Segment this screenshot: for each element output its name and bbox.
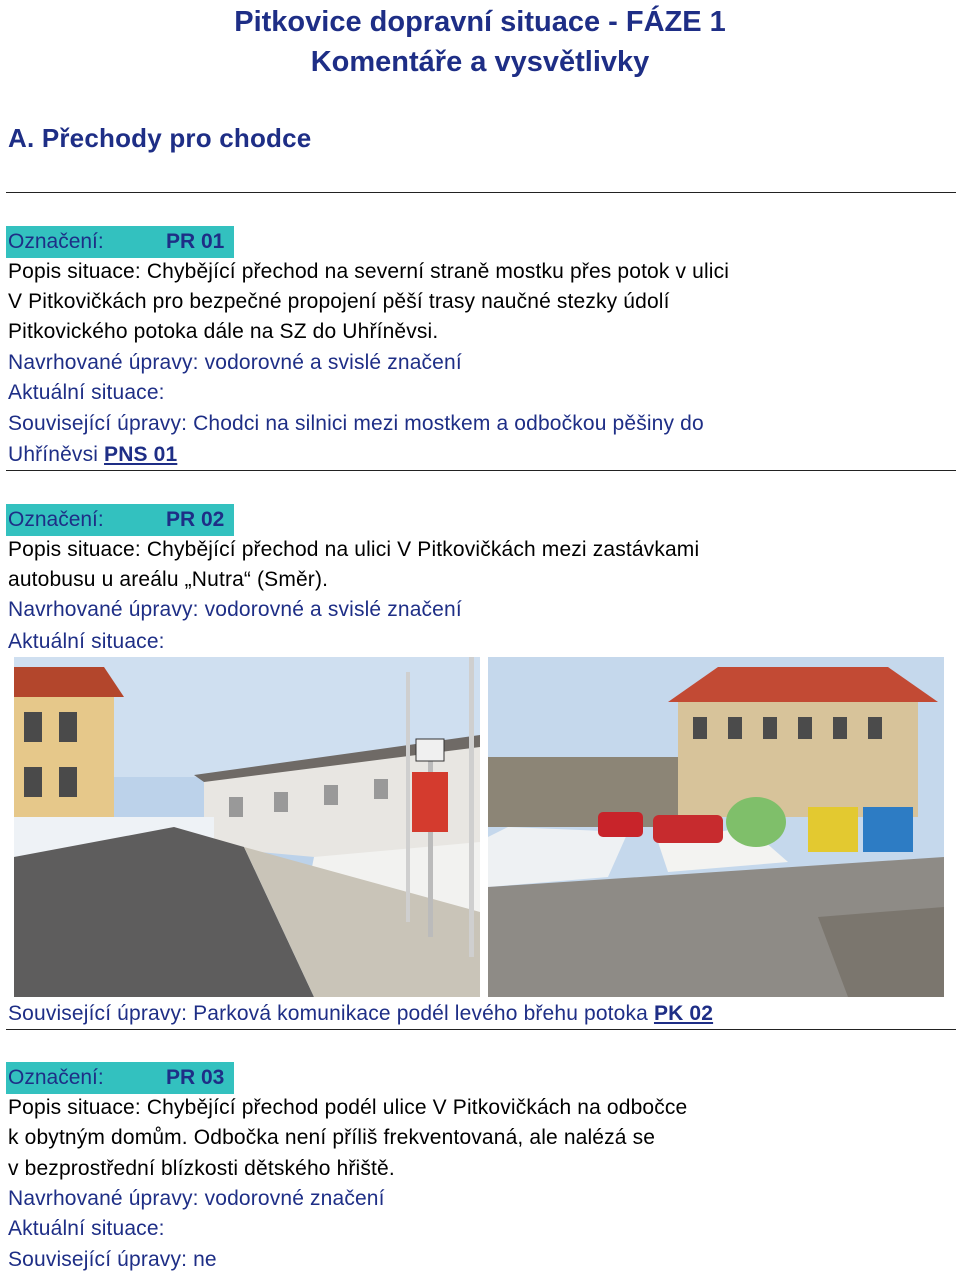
entry-label-badge	[6, 226, 234, 258]
popis-line: Popis situace: Chybějící přechod podél ulice V Pitkovičkách na odbočce	[8, 1096, 688, 1119]
popis-line: V Pitkovičkách pro bezpečné propojení pěší trasy naučné stezky údolí	[8, 290, 670, 313]
entry-label-badge	[6, 1062, 234, 1094]
souvisejici-text: Uhříněvsi	[8, 443, 105, 466]
entry-label-badge	[6, 504, 234, 536]
navrhovane-upravy: Navrhované úpravy: vodorovné a svislé značení	[8, 598, 462, 621]
aktualni-situace: Aktuální situace:	[8, 1217, 165, 1240]
divider	[6, 192, 956, 193]
reference-link[interactable]: PK 02	[653, 1002, 714, 1025]
entry-label: Označení:	[8, 230, 104, 253]
divider	[6, 1029, 956, 1030]
document-subtitle: Komentáře a vysvětlivky	[310, 46, 650, 78]
navrhovane-upravy: Navrhované úpravy: vodorovné značení	[8, 1187, 385, 1210]
souvisejici-upravy: Související úpravy: Chodci na silnici mezi mostkem a odbočkou pěšiny do	[8, 412, 704, 435]
photo-road-bus-stop	[14, 657, 480, 997]
aktualni-situace: Aktuální situace:	[8, 630, 165, 653]
photo-road-bus-stop-image	[14, 657, 480, 997]
entry-code: PR 01	[166, 230, 225, 253]
popis-line: k obytným domům. Odbočka není příliš frekventovaná, ale nalézá se	[8, 1126, 656, 1149]
reference-link[interactable]: PNS 01	[104, 443, 178, 466]
popis-line: autobusu u areálu „Nutra“ (Směr).	[8, 568, 329, 591]
entry-label: Označení:	[8, 508, 104, 531]
popis-line: Pitkovického potoka dále na SZ do Uhříněvsi.	[8, 320, 439, 343]
photo-parking-containers-image	[488, 657, 944, 997]
aktualni-situace: Aktuální situace:	[8, 381, 165, 404]
navrhovane-upravy: Navrhované úpravy: vodorovné a svislé značení	[8, 351, 462, 374]
souvisejici-upravy: Související úpravy: ne	[8, 1248, 217, 1271]
souvisejici-upravy-cont	[8, 440, 177, 470]
souvisejici-upravy	[8, 999, 713, 1029]
entry-code: PR 02	[166, 508, 225, 531]
photo-parking-containers	[488, 657, 944, 997]
entry-code: PR 03	[166, 1066, 225, 1089]
document-title: Pitkovice dopravní situace - FÁZE 1	[234, 6, 726, 38]
popis-line: Popis situace: Chybějící přechod na severní straně mostku přes potok v ulici	[8, 260, 730, 283]
popis-line: Popis situace: Chybějící přechod na ulici V Pitkovičkách mezi zastávkami	[8, 538, 700, 561]
entry-label: Označení:	[8, 1066, 104, 1089]
section-heading: A. Přechody pro chodce	[8, 123, 312, 153]
popis-line: v bezprostřední blízkosti dětského hřiště.	[8, 1157, 395, 1180]
souvisejici-text: Související úpravy: Parková komunikace podél levého břehu potoka	[8, 1002, 654, 1025]
divider	[6, 470, 956, 471]
